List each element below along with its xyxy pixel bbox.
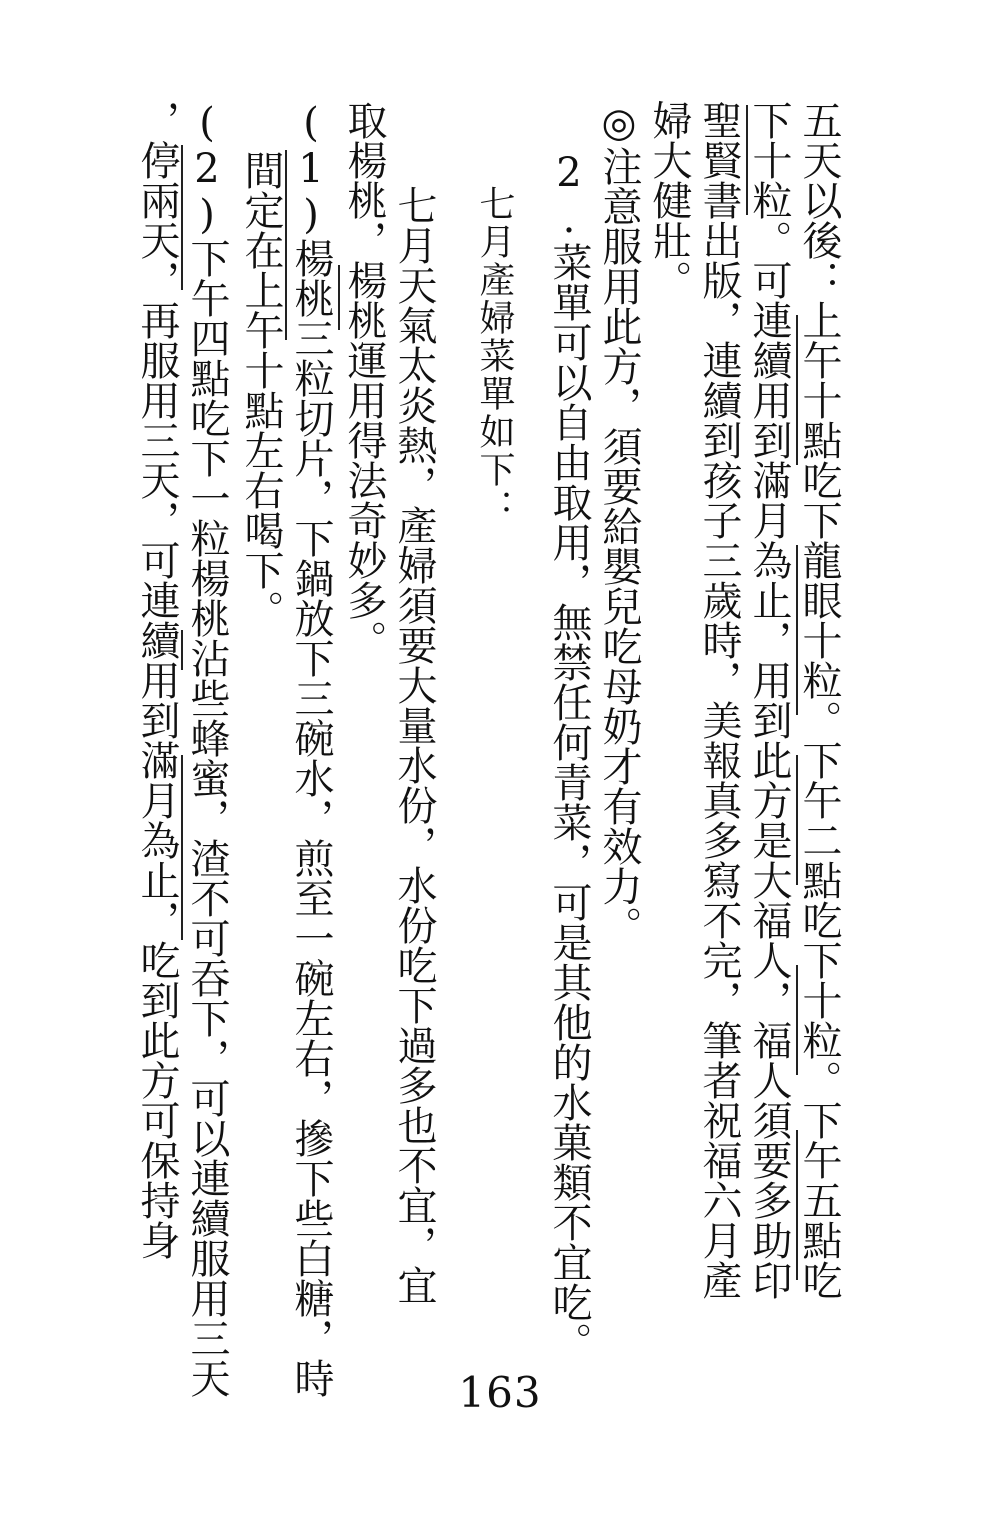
sideline-mark: [796, 755, 798, 885]
text-column-1: 五天以後：上午十點吃下龍眼十粒。下午二點吃下十粒。下午五點吃: [796, 100, 842, 1300]
text-column-2: 下十粒。可連續用到滿月為止，用到此方是大福人，福人須要多助印: [746, 100, 792, 1300]
sideline-mark: [796, 1130, 798, 1280]
text-column-8: 七月天氣太炎熱，產婦須要大量水份，水份吃下過多也不宜，宜: [391, 185, 437, 1305]
text-column-3: 聖賢書出版，連續到孩子三歲時，美報真多寫不完，筆者祝福六月產: [696, 100, 742, 1300]
text-column-6: 2.菜單可以自由取用，無禁任何青菜，可是其他的水菓類不宜吃。: [546, 150, 592, 1362]
sideline-mark: [285, 150, 287, 340]
sideline-mark: [338, 265, 340, 330]
sideline-mark: [746, 105, 748, 215]
text-column-9: 取楊桃，楊桃運用得法奇妙多。: [341, 100, 387, 660]
sideline-mark: [796, 315, 798, 465]
sideline-mark: [181, 630, 183, 670]
text-column-5: ◎注意服用此方，須要給嬰兒吃母奶才有效力。: [596, 100, 642, 946]
text-column-10: (1)楊桃三粒切片，下鍋放下三碗水，煎至一碗左右，摻下些白糖，時: [288, 100, 334, 1398]
section-heading: 七月產婦菜單如下：: [474, 185, 515, 527]
sideline-mark: [796, 545, 798, 715]
page-number: 163: [458, 1368, 542, 1417]
text-column-12: (2)下午四點吃下一粒楊桃沾些蜂蜜，渣不可吞下，可以連續服用三天: [184, 100, 230, 1398]
sideline-mark: [181, 755, 183, 940]
text-column-11: 間定在上午十點左右喝下。: [238, 150, 284, 630]
text-column-4: 婦大健壯。: [646, 100, 692, 300]
text-column-13: ，停兩天，再服用三天，可連續用到滿月為止，吃到此方可保持身: [134, 100, 180, 1260]
sideline-mark: [796, 965, 798, 1075]
sideline-mark: [181, 145, 183, 290]
